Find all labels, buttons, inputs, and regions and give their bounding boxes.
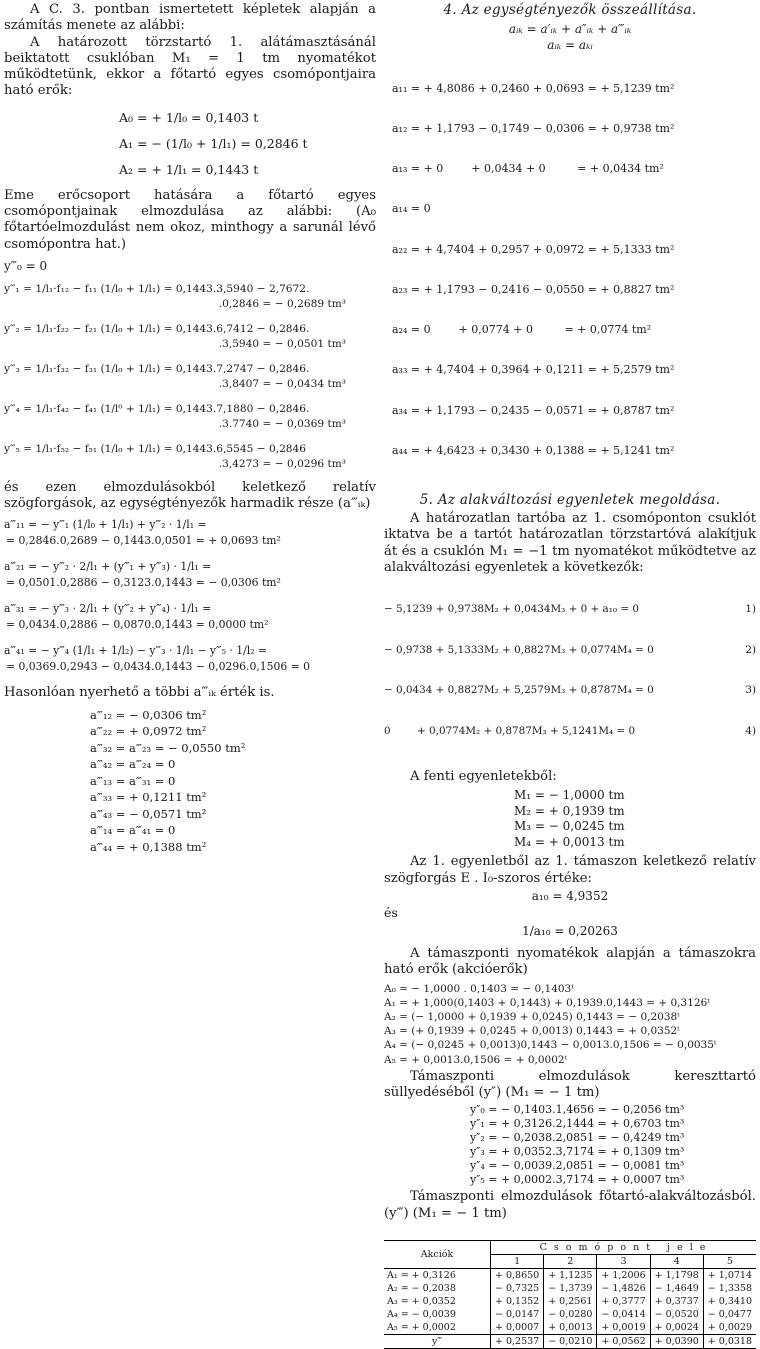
cell: + 0,0019	[597, 1321, 650, 1335]
m2-value: M₂ = + 0,1939 tm	[514, 803, 625, 818]
force-list	[4, 105, 376, 183]
equation-2	[384, 644, 756, 658]
left-column	[4, 0, 376, 855]
cell: + 0,0029	[703, 1321, 756, 1335]
equation-3-text: − 0,0434 + 0,8827M₂ + 5,2579M₃ + 0,8787M₄ = 0	[384, 684, 654, 697]
a21-equation	[4, 559, 376, 591]
y2-rhs: .3,5940 = − 0,0501 tm³	[218, 337, 346, 350]
y3-rhs: .3,8407 = − 0,0434 tm³	[218, 377, 346, 390]
equation-3	[384, 684, 756, 698]
table-sum-row	[384, 1335, 756, 1349]
solution-intro: A fenti egyenletekből:	[410, 769, 557, 785]
action-forces	[384, 982, 756, 1067]
table	[384, 1241, 756, 1348]
table-row	[384, 1282, 756, 1295]
a12-sum: a₁₂ = + 1,1793 − 0,1749 − 0,0306 = + 0,9738 tm²	[392, 122, 675, 136]
cell: + 0,0013	[544, 1321, 597, 1335]
y5-equation	[4, 442, 376, 472]
cell: − 1,3358	[703, 1282, 756, 1295]
y1-equation	[4, 282, 376, 312]
y-equations	[4, 282, 376, 472]
a22-value: a‴₂₂ = + 0,0972 tm²	[90, 724, 207, 739]
a33-sum: a₃₃ = + 4,7404 + 0,3964 + 0,1211 = + 5,2579 tm²	[392, 363, 675, 377]
m1-value: M₁ = − 1,0000 tm	[514, 788, 625, 803]
sum-label: y‴	[384, 1335, 491, 1349]
a31-line2: = 0,0434.0,2886 − 0,0870.0,1443 = 0,0000 tm²	[6, 617, 269, 631]
a11-sum: a₁₁ = + 4,8086 + 0,2460 + 0,0693 = + 5,1239 tm²	[392, 81, 675, 95]
cell: + 0,8650	[491, 1269, 544, 1283]
solution-list	[384, 788, 756, 850]
a44-sum: a₄₄ = + 4,6423 + 0,3430 + 0,1388 = + 5,1241 tm²	[392, 443, 675, 457]
row-label: A₅ = + 0,0002	[387, 1322, 456, 1334]
ydd-4: y″₄ = − 0,0039.2,0851 = − 0,0081 tm³	[470, 1159, 685, 1173]
table-row	[384, 1321, 756, 1335]
table-row	[384, 1295, 756, 1308]
m3-value: M₃ = − 0,0245 tm	[514, 819, 625, 834]
a41-line2: = 0,0369.0,2943 − 0,0434.0,1443 − 0,0296.0,1506 = 0	[6, 659, 311, 673]
a10-value: a₁₀ = 4,9352	[531, 889, 609, 904]
a11-line1: a‴₁₁ = − y‴₁ (1/l₀ + 1/l₁) + y‴₂ · 1/l₁ =	[4, 517, 207, 531]
y2-lhs: y‴₂ = 1/l₁·f₂₂ − f₂₁ (1/l₀ + 1/l₁) = 0,1443.6,7412 − 0,2846.	[4, 322, 310, 335]
cell: + 1,2006	[597, 1269, 650, 1283]
crossbeam-displacements	[384, 1103, 756, 1187]
ydd-1: y″₁ = + 0,3126.2,1444 = + 0,6703 tm³	[470, 1117, 685, 1131]
header-akciok: Akciók	[384, 1241, 491, 1269]
m4-value: M₄ = + 0,0013 tm	[514, 834, 625, 849]
y4-equation	[4, 402, 376, 432]
ydd-2: y″₂ = − 0,2038.2,0851 = − 0,4249 tm³	[470, 1131, 685, 1145]
ydd-3: y″₃ = + 0,0352.3,7174 = + 0,1309 tm³	[470, 1145, 685, 1159]
force-a1: A₁ = − (1/l₀ + 1/l₁) = 0,2846 t	[119, 135, 308, 151]
cell: − 0,0147	[491, 1308, 544, 1321]
equation-1-text: − 5,1239 + 0,9738M₂ + 0,0434M₃ + 0 + a₁₀ = 0	[384, 603, 639, 616]
equations-intro: A határozatlan tartóba az 1. csomóponton csuklót iktatva be a tartót határozatlan törzstartóvá alakítjuk át és a csuklón M₁ = −1 tm nyomatékot működtetve az alakváltozási egyenletek a következők:	[384, 511, 756, 575]
equation-1-number: 1)	[745, 603, 756, 616]
equation-4-text: 0 + 0,0774M₂ + 0,8787M₃ + 5,1241M₄ = 0	[384, 724, 636, 737]
a13-sum: a₁₃ = + 0 + 0,0434 + 0 = + 0,0434 tm²	[392, 162, 664, 176]
a23-sum: a₂₃ = + 1,1793 − 0,2416 − 0,0550 = + 0,8827 tm²	[392, 282, 675, 296]
symmetry-formula: aᵢₖ = aₖᵢ	[547, 38, 593, 52]
y1-lhs: y‴₁ = 1/l₁·f₁₂ − f₁₁ (1/l₀ + 1/l₁) = 0,1443.3,5940 − 2,7672.	[4, 282, 310, 295]
y3-lhs: y‴₃ = 1/l₁·f₃₂ − f₃₁ (1/l₀ + 1/l₁) = 0,1443.7,2747 − 0,2846.	[4, 362, 310, 375]
maingirder-intro: Támaszponti elmozdulások főtartó-alakváltozásból. (y‴) (M₁ = − 1 tm)	[384, 1189, 756, 1221]
cell: − 1,4826	[597, 1282, 650, 1295]
table-row	[384, 1308, 756, 1321]
y5-rhs: .3,4273 = − 0,0296 tm³	[218, 457, 346, 470]
sum-formula: aᵢₖ = a′ᵢₖ + a″ᵢₖ + a‴ᵢₖ	[508, 22, 632, 36]
cell: − 1,4649	[650, 1282, 703, 1295]
action-a1: A₁ = + 1,000(0,1403 + 0,1443) + 0,1939.0,1443 = + 0,3126ᵗ	[384, 996, 710, 1009]
row-label: A₁ = + 0,3126	[387, 1270, 456, 1282]
cell: − 0,0520	[650, 1308, 703, 1321]
equation-2-number: 2)	[745, 643, 756, 656]
force-a0: A₀ = + 1/l₀ = 0,1403 t	[119, 109, 259, 125]
cell: + 1,1798	[650, 1269, 703, 1283]
sum-cell: − 0,0210	[544, 1335, 597, 1349]
sum-cell: + 0,2537	[491, 1335, 544, 1349]
table-header-row	[384, 1241, 756, 1255]
a31-line1: a‴₃₁ = − y‴₃ · 2/l₁ + (y‴₂ + y‴₄) · 1/l₁ =	[4, 601, 212, 615]
action-a3: A₃ = (+ 0,1939 + 0,0245 + 0,0013) 0,1443 = + 0,0352ᵗ	[384, 1025, 680, 1038]
displacement-paragraph: Eme erőcsoport hatására a főtartó egyes csomópontjainak elmozdulása az alábbi: (A₀ főtartóelmozdulást nem okoz, minthogy a sarunál lévő csomópontra hat.)	[4, 187, 376, 252]
table-row	[384, 1269, 756, 1283]
cell: − 0,7325	[491, 1282, 544, 1295]
cell: + 0,0024	[650, 1321, 703, 1335]
action-a2: A₂ = (− 1,0000 + 0,1939 + 0,0245) 0,1443 = − 0,2038ᵗ	[384, 1011, 680, 1024]
cell: − 0,0477	[703, 1308, 756, 1321]
sum-cell: + 0,0390	[650, 1335, 703, 1349]
a21-line1: a‴₂₁ = − y‴₂ · 2/l₁ + (y‴₁ + y‴₃) · 1/l₁ =	[4, 559, 212, 573]
y4-rhs: .3.7740 = − 0,0369 tm³	[218, 417, 346, 430]
cell: + 0,3410	[703, 1295, 756, 1308]
a13-value: a‴₁₃ = a‴₃₁ = 0	[90, 773, 176, 788]
rotation-intro: Az 1. egyenletből az 1. támaszon keletkező relatív szögforgás E . I₀-szoros értéke:	[384, 854, 756, 886]
col-1: 1	[491, 1255, 544, 1269]
action-a0: A₀ = − 1,0000 . 0,1403 = − 0,1403ᵗ	[384, 982, 574, 995]
cell: + 0,1352	[491, 1295, 544, 1308]
y1-rhs: .0,2846 = − 0,2689 tm³	[218, 297, 346, 310]
a14-sum: a₁₄ = 0	[392, 202, 431, 216]
header-node-group: C s o m ó p o n t j e l e	[491, 1241, 757, 1255]
a41-equation	[4, 643, 376, 675]
displacement-table	[384, 1240, 756, 1349]
a42-value: a‴₄₂ = a‴₂₄ = 0	[90, 757, 176, 772]
a34-sum: a₃₄ = + 1,1793 − 0,2435 − 0,0571 = + 0,8787 tm²	[392, 403, 675, 417]
a43-value: a‴₄₃ = − 0,0571 tm²	[90, 806, 207, 821]
section-5-heading: 5. Az alakváltozási egyenletek megoldása.	[419, 492, 721, 508]
row-label: A₄ = − 0,0039	[387, 1309, 456, 1321]
action-forces-intro: A támaszponti nyomatékok alapján a támaszokra ható erők (akcióerők)	[384, 946, 756, 978]
inverse-a10: 1/a₁₀ = 0,20263	[522, 924, 618, 939]
coefficient-list	[384, 55, 756, 484]
intro-paragraph: A C. 3. pontban ismertetett képletek alapján a számítás menete az alábbi:	[4, 2, 376, 34]
a11-equation	[4, 517, 376, 549]
similar-paragraph: Hasonlóan nyerhető a többi a‴ᵢₖ érték is.	[4, 684, 275, 700]
a24-sum: a₂₄ = 0 + 0,0774 + 0 = + 0,0774 tm²	[392, 323, 652, 337]
action-a5: A₅ = + 0,0013.0,1506 = + 0,0002ᵗ	[384, 1053, 568, 1066]
col-2: 2	[544, 1255, 597, 1269]
a11-line2: = 0,2846.0,2689 − 0,1443.0,0501 = + 0,0693 tm²	[6, 533, 281, 547]
a22-sum: a₂₂ = + 4,7404 + 0,2957 + 0,0972 = + 5,1333 tm²	[392, 242, 675, 256]
y5-lhs: y‴₅ = 1/l₁·f₅₂ − f₅₁ (1/l₀ + 1/l₁) = 0,1443.6,5545 − 0,2846	[4, 442, 307, 455]
cell: + 0,3737	[650, 1295, 703, 1308]
a32-value: a‴₃₂ = a‴₂₃ = − 0,0550 tm²	[90, 740, 246, 755]
a44-value: a‴₄₄ = + 0,1388 tm²	[90, 839, 207, 854]
cell: − 0,0414	[597, 1308, 650, 1321]
sum-cell: + 0,0318	[703, 1335, 756, 1349]
cell: + 1,1235	[544, 1269, 597, 1283]
ydd-5: y″₅ = + 0,0002.3,7174 = + 0,0007 tm³	[470, 1173, 685, 1187]
col-4: 4	[650, 1255, 703, 1269]
col-5: 5	[703, 1255, 756, 1269]
es-word: és	[384, 905, 398, 921]
equation-1	[384, 603, 756, 617]
row-label: A₃ = + 0,0352	[387, 1296, 456, 1308]
cell: − 1,3739	[544, 1282, 597, 1295]
rotation-paragraph: és ezen elmozdulásokból keletkező relatív szögforgások, az egységtényezők harmadik része (a‴ᵢₖ)	[4, 479, 376, 512]
equation-4	[384, 725, 756, 739]
action-a4: A₄ = (− 0,0245 + 0,0013)0,1443 − 0,0013.0,1506 = − 0,0035ᵗ	[384, 1039, 717, 1052]
a-equations	[4, 517, 376, 675]
equation-4-number: 4)	[745, 724, 756, 737]
y3-equation	[4, 362, 376, 392]
force-a2: A₂ = + 1/l₁ = 0,1443 t	[119, 161, 259, 177]
a31-equation	[4, 601, 376, 633]
ydd-0: y″₀ = − 0,1403.1,4656 = − 0,2056 tm³	[470, 1103, 685, 1117]
cell: + 0,0007	[491, 1321, 544, 1335]
hinge-paragraph: A határozott törzstartó 1. alátámasztásánál beiktatott csuklóban M₁ = 1 tm nyomatékot működtetünk, ekkor a főtartó egyes csomópontjaira ható erők:	[4, 34, 376, 99]
crossbeam-intro: Támaszponti elmozdulások kereszttartó süllyedéséből (y″) (M₁ = − 1 tm)	[384, 1068, 756, 1101]
equation-system	[384, 576, 756, 765]
a12-value: a‴₁₂ = − 0,0306 tm²	[90, 707, 207, 722]
y2-equation	[4, 322, 376, 352]
equation-2-text: − 0,9738 + 5,1333M₂ + 0,8827M₃ + 0,0774M₄ = 0	[384, 643, 654, 656]
a33-value: a‴₃₃ = + 0,1211 tm²	[90, 790, 207, 805]
y0-equation: y‴₀ = 0	[4, 258, 48, 273]
col-3: 3	[597, 1255, 650, 1269]
a14-value: a‴₁₄ = a‴₄₁ = 0	[90, 823, 176, 838]
row-label: A₂ = − 0,2038	[387, 1283, 456, 1295]
right-column	[384, 0, 756, 1349]
y4-lhs: y‴₄ = 1/l₁·f₄₂ − f₄₁ (1/l⁰ + 1/l₁) = 0,1443.7,1880 − 0,2846.	[4, 402, 310, 415]
cell: + 0,3777	[597, 1295, 650, 1308]
equation-3-number: 3)	[745, 684, 756, 697]
cell: + 0,2561	[544, 1295, 597, 1308]
sum-cell: + 0,0562	[597, 1335, 650, 1349]
a41-line1: a‴₄₁ = − y‴₄ (1/l₁ + 1/l₂) − y‴₃ · 1/l₁ − y‴₅ · 1/l₂ =	[4, 643, 268, 657]
a21-line2: = 0,0501.0,2886 − 0,3123.0,1443 = − 0,0306 tm²	[6, 575, 281, 589]
section-4-heading: 4. Az egységtényezők összeállítása.	[443, 2, 697, 18]
cell: − 0,0280	[544, 1308, 597, 1321]
cell: + 1,0714	[703, 1269, 756, 1283]
other-coefficients	[4, 707, 376, 856]
